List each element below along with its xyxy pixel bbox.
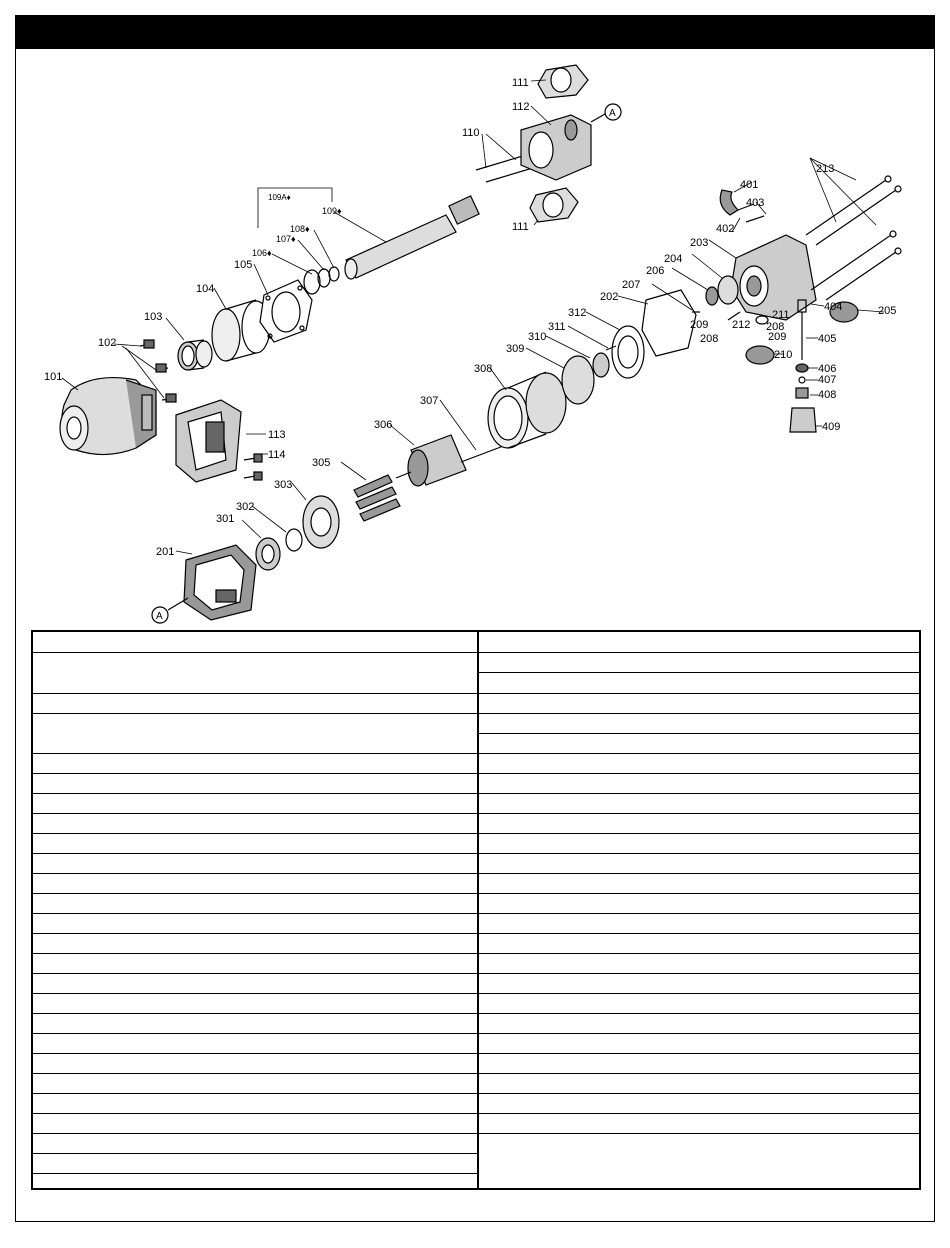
part-111-hammer-top xyxy=(538,65,588,98)
label-302: 302 xyxy=(236,501,255,513)
label-405: 405 xyxy=(818,333,837,345)
part-114-screws xyxy=(244,454,262,480)
table-row xyxy=(479,1074,919,1094)
table-row xyxy=(479,632,919,653)
part-409-inlet xyxy=(790,408,816,432)
parts-table-right-column xyxy=(477,632,919,1188)
part-309-end-plate xyxy=(562,356,594,404)
label-114: 114 xyxy=(268,449,286,461)
part-408-spring xyxy=(796,388,808,398)
table-row xyxy=(33,974,477,994)
table-row xyxy=(33,814,477,834)
label-205: 205 xyxy=(878,305,897,317)
part-305-vanes xyxy=(354,475,400,521)
table-row xyxy=(33,653,477,694)
label-406: 406 xyxy=(818,363,837,375)
table-row xyxy=(479,1134,919,1188)
table-row xyxy=(33,774,477,794)
part-213-bolts xyxy=(806,176,901,300)
label-402: 402 xyxy=(716,223,735,235)
label-ref-a-bottom: A xyxy=(156,611,163,622)
table-row xyxy=(479,774,919,794)
part-204-ring xyxy=(718,276,738,304)
part-101-front-housing xyxy=(60,378,156,455)
part-201-rear-housing xyxy=(184,545,256,620)
label-208-b: 208 xyxy=(700,333,719,345)
table-row xyxy=(479,1014,919,1034)
table-row xyxy=(33,854,477,874)
label-306: 306 xyxy=(374,419,393,431)
label-ref-a-top: A xyxy=(609,108,616,119)
label-210: 210 xyxy=(774,349,793,361)
label-102: 102 xyxy=(98,337,117,349)
table-row xyxy=(33,934,477,954)
label-403: 403 xyxy=(746,197,765,209)
part-103-bushing xyxy=(178,340,212,370)
table-row xyxy=(479,734,919,754)
label-202: 202 xyxy=(600,291,619,303)
table-row xyxy=(479,694,919,714)
label-109a: 109A♦ xyxy=(268,193,291,202)
label-108: 108♦ xyxy=(290,224,310,234)
table-row xyxy=(33,954,477,974)
part-310-bearing xyxy=(593,353,609,377)
table-row xyxy=(33,794,477,814)
label-212: 212 xyxy=(732,319,751,331)
label-113: 113 xyxy=(268,429,286,441)
table-row xyxy=(33,874,477,894)
table-row xyxy=(479,934,919,954)
label-311: 311 xyxy=(548,321,566,333)
table-row xyxy=(479,1054,919,1074)
table-row xyxy=(33,1014,477,1034)
table-row xyxy=(479,914,919,934)
table-row xyxy=(33,1114,477,1134)
part-406-seal xyxy=(796,364,808,372)
label-303: 303 xyxy=(274,479,293,491)
label-111-top: 111 xyxy=(512,77,529,89)
part-112-hammer-cage xyxy=(521,115,591,180)
part-111-hammer-bottom xyxy=(530,188,578,222)
label-107: 107♦ xyxy=(276,234,296,244)
table-row xyxy=(479,994,919,1014)
part-307-pin xyxy=(461,445,506,462)
label-203: 203 xyxy=(690,237,709,249)
part-401-trigger xyxy=(720,190,738,215)
table-row xyxy=(479,1034,919,1054)
part-302-ring xyxy=(286,529,302,551)
table-row xyxy=(479,834,919,854)
part-105-gasket xyxy=(260,280,312,342)
table-row xyxy=(33,834,477,854)
label-407: 407 xyxy=(818,374,837,386)
part-113-cover-plate xyxy=(176,400,241,482)
label-109: 109♦ xyxy=(322,206,342,216)
label-408: 408 xyxy=(818,389,837,401)
table-row xyxy=(33,894,477,914)
label-211: 211 xyxy=(772,309,790,321)
label-111-bottom: 111 xyxy=(512,221,529,233)
table-row xyxy=(33,994,477,1014)
parts-list-table xyxy=(31,630,921,1190)
exploded-parts-diagram xyxy=(16,50,934,630)
table-row xyxy=(33,1154,477,1174)
label-103: 103 xyxy=(144,311,163,323)
table-row xyxy=(33,632,477,653)
table-row xyxy=(479,673,919,694)
label-207: 207 xyxy=(622,279,641,291)
part-407-ring xyxy=(799,377,805,383)
table-row xyxy=(479,714,919,734)
table-row xyxy=(479,874,919,894)
table-row xyxy=(33,754,477,774)
label-110: 110 xyxy=(462,127,480,139)
label-309: 309 xyxy=(506,343,525,355)
label-206: 206 xyxy=(646,265,665,277)
table-row xyxy=(33,914,477,934)
label-209-a: 209 xyxy=(768,331,787,343)
part-109-anvil-shaft xyxy=(345,196,479,279)
label-104: 104 xyxy=(196,283,215,295)
label-301: 301 xyxy=(216,513,235,525)
label-213: 213 xyxy=(816,163,835,175)
table-row xyxy=(33,1134,477,1154)
table-row xyxy=(479,653,919,673)
label-409: 409 xyxy=(822,421,841,433)
label-105: 105 xyxy=(234,259,253,271)
table-row xyxy=(33,714,477,754)
table-row xyxy=(479,814,919,834)
part-308-cylinder xyxy=(488,372,566,448)
table-row xyxy=(33,1034,477,1054)
header-bar xyxy=(15,15,935,49)
table-row xyxy=(479,974,919,994)
part-403-pin xyxy=(746,216,764,222)
label-208-a: 208 xyxy=(766,321,785,333)
label-312: 312 xyxy=(568,307,587,319)
part-202-gasket xyxy=(642,290,696,356)
table-row xyxy=(479,1114,919,1134)
table-row xyxy=(479,854,919,874)
table-row xyxy=(479,954,919,974)
table-row xyxy=(33,694,477,714)
label-308: 308 xyxy=(474,363,493,375)
table-row xyxy=(479,1094,919,1114)
label-101: 101 xyxy=(44,371,63,383)
label-404: 404 xyxy=(824,301,843,313)
label-401: 401 xyxy=(740,179,759,191)
part-312-gasket xyxy=(612,326,644,378)
table-row xyxy=(479,754,919,774)
label-310: 310 xyxy=(528,331,547,343)
table-row xyxy=(33,1174,477,1188)
label-106: 106♦ xyxy=(252,248,272,258)
table-row xyxy=(479,794,919,814)
label-201: 201 xyxy=(156,546,175,558)
part-210-gear xyxy=(746,346,774,364)
parts-table-left-column xyxy=(33,632,477,1188)
label-204: 204 xyxy=(664,253,683,265)
table-row xyxy=(33,1094,477,1114)
part-203-back-cap-housing xyxy=(731,235,816,320)
label-305: 305 xyxy=(312,457,331,469)
part-108-ring xyxy=(329,267,339,281)
table-row xyxy=(33,1054,477,1074)
label-112: 112 xyxy=(512,101,530,113)
table-row xyxy=(479,894,919,914)
label-307: 307 xyxy=(420,395,439,407)
label-209-b: 209 xyxy=(690,319,709,331)
table-row xyxy=(33,1074,477,1094)
part-306-rotor xyxy=(396,435,466,486)
